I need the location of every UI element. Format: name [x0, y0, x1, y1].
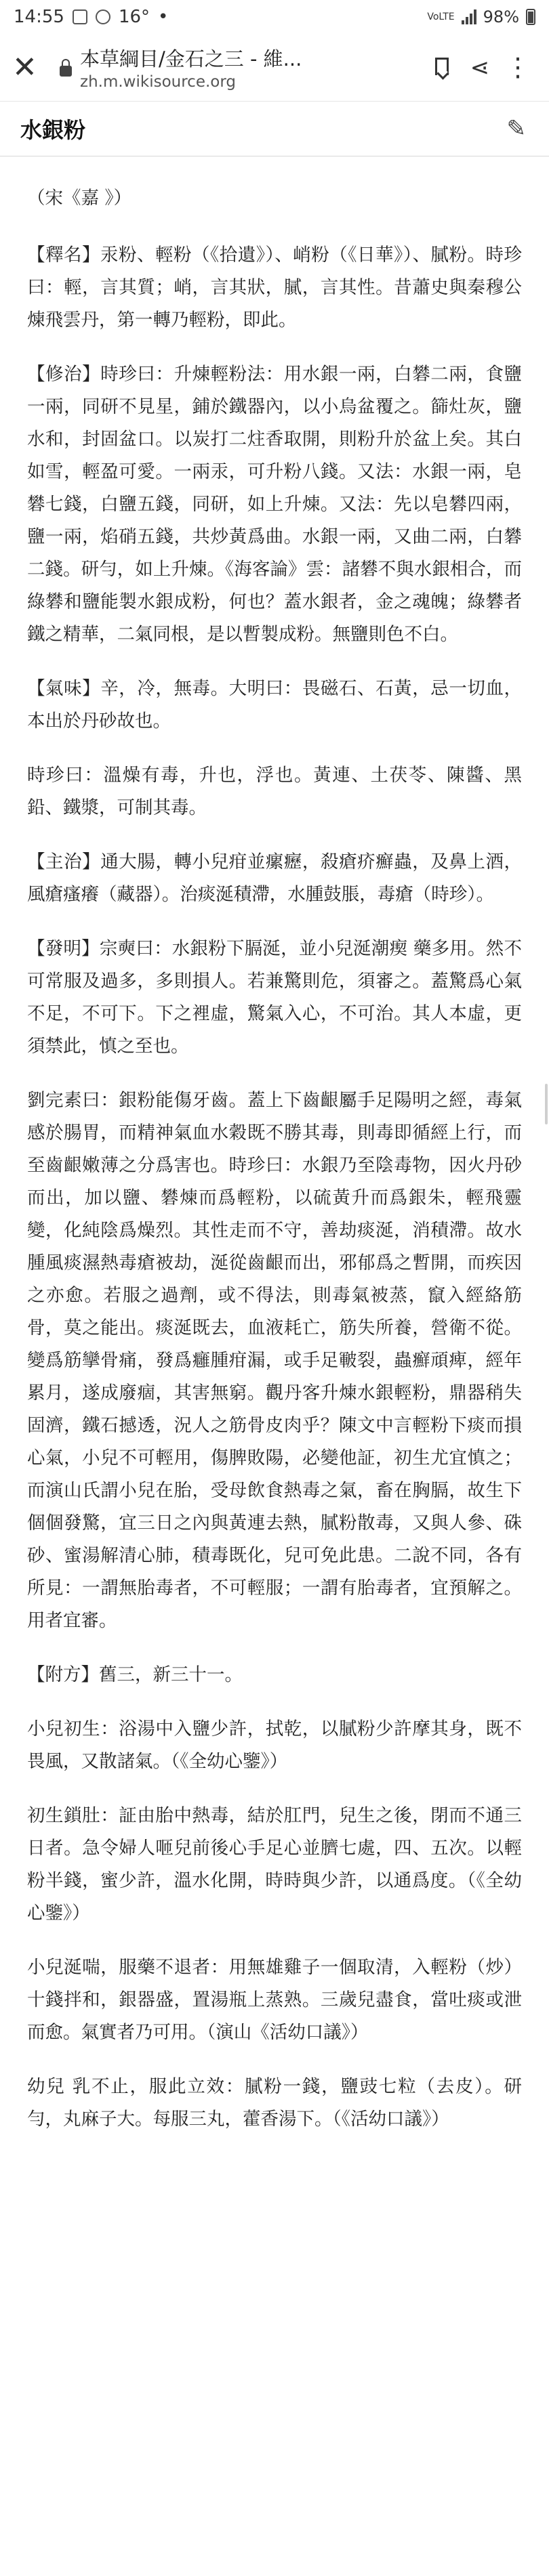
paragraph-xiuzhi: 【修治】時珍曰：升煉輕粉法：用水銀一兩，白礬二兩，食鹽一兩，同研不見星，鋪於鐵器內，以小烏盆覆之。篩灶灰，鹽水和，封固盆口。以炭打二炷香取開，則粉升於盆上矣。其白如雪，輕盈可愛。一兩汞，可升粉八錢。又法：水銀一兩，皂礬七錢，白鹽五錢，同研，如上升煉。又法：先以皂礬四兩，鹽一兩，焰硝五錢，共炒黃爲曲。水銀一兩，又曲二兩，白礬二錢。研勻，如上升煉。《海客論》雲：諸礬不與水銀相合，而綠礬和鹽能製水銀成粉，何也？蓋水銀者，金之魂魄；綠礬者鐵之精華，二氣同根，是以暫製成粉。無鹽則色不白。: [27, 364, 522, 645]
paragraph-qiwei: 【氣味】辛，冷，無毒。大明曰：畏磁石、石黃，忌一切血，本出於丹砂故也。: [27, 678, 522, 732]
bookmark-icon: [435, 58, 449, 75]
edit-pencil-icon[interactable]: ✎: [506, 115, 526, 142]
article-content: [0, 156, 549, 2136]
bookmark-button[interactable]: [423, 55, 461, 81]
source-note: （宋《嘉 》）: [27, 188, 132, 209]
paragraph-zhuzhi: 【主治】通大腸，轉小兒疳並瘰癧，殺瘡疥癬蟲，及鼻上酒，風瘡瘙癢（藏器）。治痰涎積滯，水腫鼓脹，毒瘡（時珍）。: [27, 851, 522, 905]
paragraph-remedy-1: 小兒初生：浴湯中入鹽少許，拭乾，以膩粉少許摩其身，既不畏風，又散諸氣。（《全幼心鑒》）: [27, 1718, 522, 1772]
battery-icon: [526, 9, 535, 25]
paragraph-liu: 劉完素曰：銀粉能傷牙齒。蓋上下齒齦屬手足陽明之經，毒氣感於腸胃，而精神氣血水穀既不勝其毒，則毒即循經上行，而至齒齦嫩薄之分爲害也。時珍曰：水銀乃至陰毒物，因火丹砂而出，加以鹽、礬煉而爲輕粉，以硫黃升而爲銀朱，輕飛靈變，化純陰爲燥烈。其性走而不守，善劫痰涎，消積滯。故水腫風痰濕熱毒瘡被劫，涎從齒齦而出，邪郁爲之暫開，而疾因之亦愈。若服之過劑，或不得法，則毒氣被蒸，竄入經絡筋骨，莫之能出。痰涎既去，血液耗亡，筋失所養，營衛不從。變爲筋攣骨痛，發爲癰腫疳漏，或手足皸裂，蟲癬頑痺，經年累月，遂成廢痼，其害無窮。觀丹客升煉水銀輕粉，鼎器稍失固濟，鐵石撼透，況人之筋骨皮肉乎？陳文中言輕粉下痰而損心氣，小兒不可輕用，傷脾敗陽，必變他証，初生尤宜慎之；而演山氏謂小兒在胎，受母飲食熱毒之氣，畜在胸膈，故生下個個發驚，宜三日之內與黃連去熱，膩粉散毒，又與人參、硃砂、蜜湯解清心肺，積毒既化，兒可免此患。二說不同，各有所見：一謂無胎毒者，不可輕服；一謂有胎毒者，宜預解之。用者宜審。: [27, 1090, 522, 1631]
status-bar: [0, 0, 549, 34]
whatsapp-notification-icon: [96, 9, 110, 24]
paragraph-remedy-2: 初生鎖肚：証由胎中熱毒，結於肛門，兒生之後，閉而不通三日者。急令婦人咂兒前後心手足心並臍七處，四、五次。以輕粉半錢，蜜少許，溫水化開，時時與少許，以通爲度。（《全幼心鑒》）: [27, 1805, 522, 1924]
paragraph-shiming: 【釋名】汞粉、輕粉（《拾遺》）、峭粉（《日華》）、膩粉。時珍曰：輕，言其質；峭，言其狀，膩，言其性。昔蕭史與秦穆公煉飛雲丹，第一轉乃輕粉，即此。: [27, 245, 522, 331]
status-temperature: 16°: [118, 7, 150, 27]
gallery-notification-icon: [73, 9, 87, 24]
browser-toolbar: [0, 34, 549, 102]
close-icon[interactable]: ✕: [12, 49, 37, 85]
status-time: 14:55: [14, 7, 64, 27]
page-title: 水銀粉: [20, 117, 86, 143]
page-url: zh.m.wikisource.org: [80, 73, 236, 91]
page-tab-title: 本草綱目/金石之三 - 維...: [80, 47, 302, 70]
url-block[interactable]: [80, 44, 423, 91]
page-header: [0, 102, 549, 156]
paragraph-remedy-4: 幼兒 乳不止，服此立效：膩粉一錢，鹽豉七粒（去皮）。研勻，丸麻子大。每服三丸，藿香湯下。（《活幼口議》）: [27, 2076, 522, 2130]
scrollbar-thumb[interactable]: [545, 1084, 548, 1124]
lock-icon: [60, 66, 72, 77]
paragraph-faming: 【發明】宗奭曰：水銀粉下膈涎，並小兒涎潮瘈 藥多用。然不可常服及過多，多則損人。若兼驚則危，須審之。蓋驚爲心氣不足，不可下。下之裡虛，驚氣入心，不可治。其人本虛，更須禁此，慎之至也。: [27, 938, 522, 1057]
status-right: [427, 7, 535, 26]
paragraph-remedy-3: 小兒涎喘，服藥不退者：用無雄雞子一個取清，入輕粉（炒）十錢拌和，銀器盛，置湯瓶上蒸熟。三歲兒盡食，當吐痰或泄而愈。氣實者乃可用。（演山《活幼口議》）: [27, 1957, 522, 2043]
paragraph-shizhen: 時珍曰：溫燥有毒，升也，浮也。黃連、土茯苓、陳醬、黑鉛、鐵漿，可制其毒。: [27, 765, 522, 818]
more-options-icon[interactable]: ⋮: [505, 52, 531, 82]
signal-icon: [462, 9, 476, 24]
paragraph-fufang: 【附方】舊三，新三十一。: [27, 1664, 243, 1685]
status-left: [14, 7, 168, 27]
dot-icon: •: [158, 7, 169, 27]
share-icon[interactable]: ⋖: [470, 54, 490, 81]
volte-icon: VoLTE: [427, 12, 455, 22]
battery-percent: 98%: [483, 7, 519, 26]
